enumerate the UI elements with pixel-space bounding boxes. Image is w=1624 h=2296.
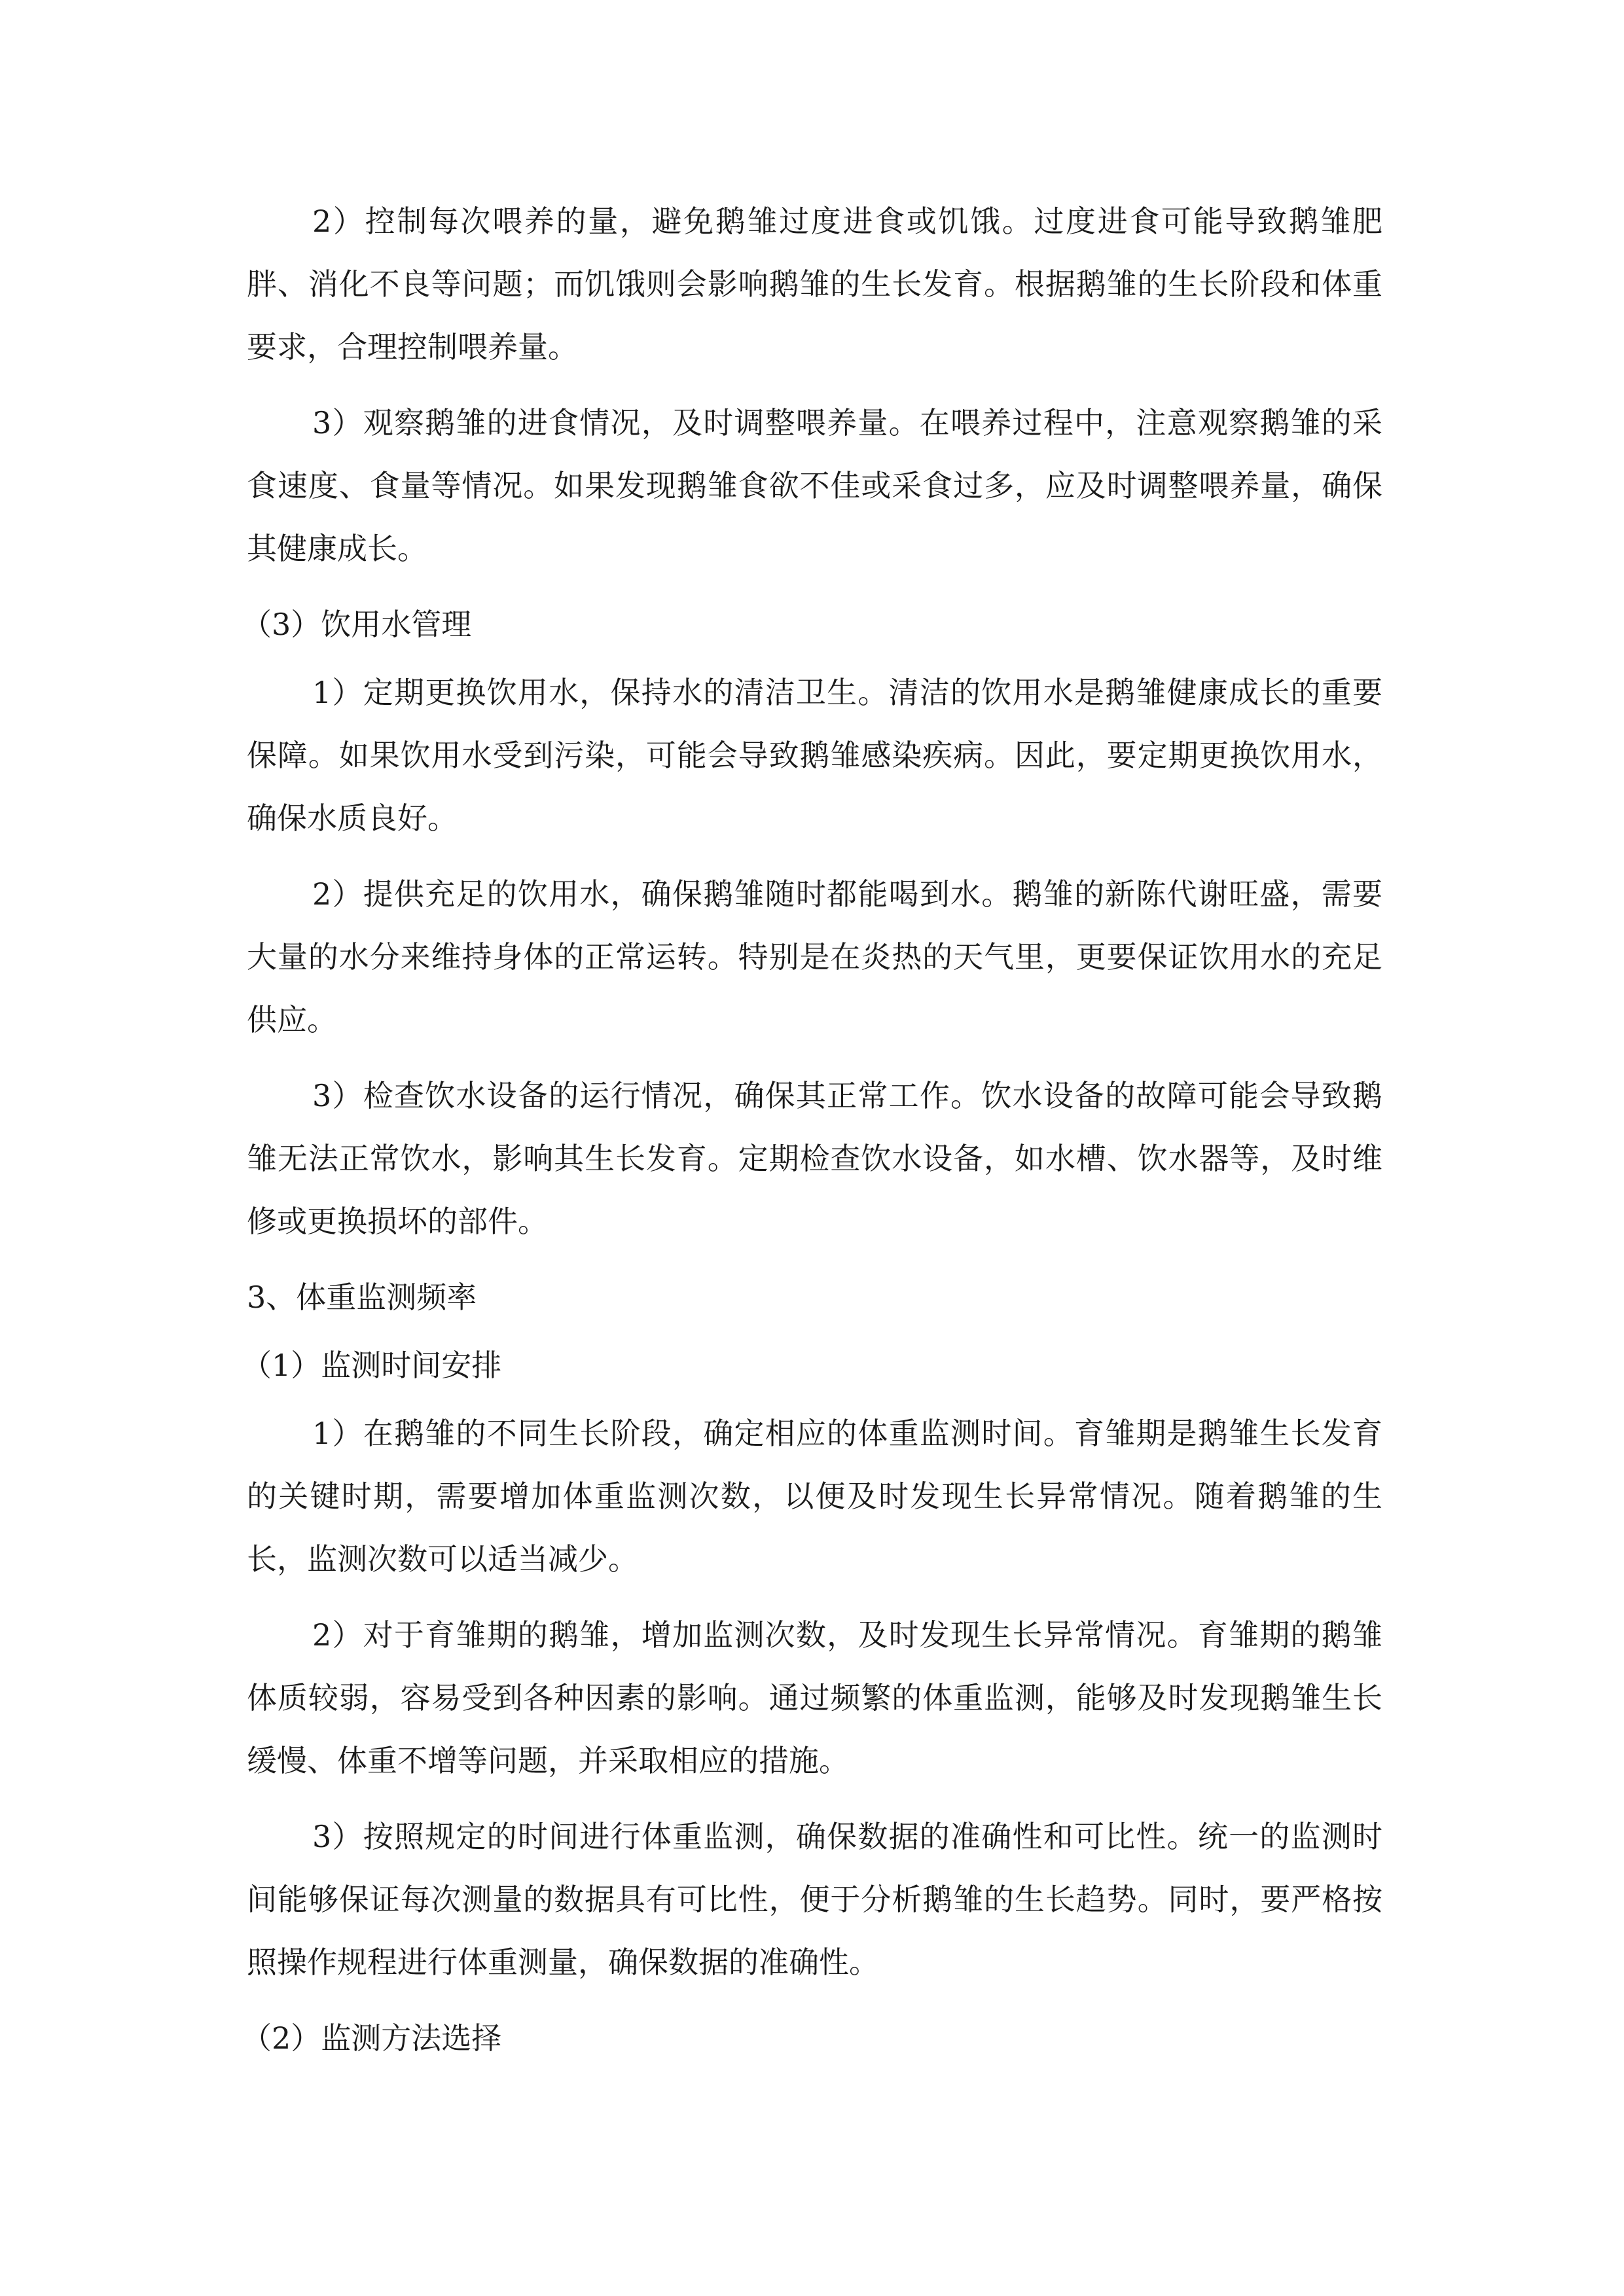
paragraph-growth-stage-monitoring: 1）在鹅雏的不同生长阶段，确定相应的体重监测时间。育雏期是鹅雏生长发育的关键时期，需要增加体重监测次数，以便及时发现生长异常情况。随着鹅雏的生长，监测次数可以适当减少。	[247, 1416, 1382, 1577]
subheading-drinking-water: （3）饮用水管理	[242, 607, 472, 642]
document-body	[242, 190, 1382, 2075]
paragraph-brooding-monitoring: 2）对于育雏期的鹅雏，增加监测次数，及时发现生长异常情况。育雏期的鹅雏体质较弱，容易受到各种因素的影响。通过频繁的体重监测，能够及时发现鹅雏生长缓慢、体重不增等问题，并采取相应的措施。	[247, 1617, 1382, 1778]
paragraph-change-water: 1）定期更换饮用水，保持水的清洁卫生。清洁的饮用水是鹅雏健康成长的重要保障。如果饮用水受到污染，可能会导致鹅雏感染疾病。因此，要定期更换饮用水，确保水质良好。	[247, 675, 1382, 836]
subheading-monitoring-method: （2）监测方法选择	[242, 2020, 502, 2056]
paragraph-check-equipment: 3）检查饮水设备的运行情况，确保其正常工作。饮水设备的故障可能会导致鹅雏无法正常饮水，影响其生长发育。定期检查饮水设备，如水槽、饮水器等，及时维修或更换损坏的部件。	[247, 1078, 1382, 1239]
subheading-monitoring-schedule: （1）监测时间安排	[242, 1348, 502, 1383]
paragraph-sufficient-water: 2）提供充足的饮用水，确保鹅雏随时都能喝到水。鹅雏的新陈代谢旺盛，需要大量的水分来维持身体的正常运转。特别是在炎热的天气里，更要保证饮用水的充足供应。	[247, 876, 1382, 1037]
paragraph-scheduled-monitoring: 3）按照规定的时间进行体重监测，确保数据的准确性和可比性。统一的监测时间能够保证每次测量的数据具有可比性，便于分析鹅雏的生长趋势。同时，要严格按照操作规程进行体重测量，确保数据的准确性。	[247, 1819, 1382, 1980]
section-heading-weight-monitoring: 3、体重监测频率	[247, 1280, 477, 1315]
paragraph-observe-feeding: 3）观察鹅雏的进食情况，及时调整喂养量。在喂养过程中，注意观察鹅雏的采食速度、食量等情况。如果发现鹅雏食欲不佳或采食过多，应及时调整喂养量，确保其健康成长。	[247, 405, 1382, 566]
paragraph-feeding-amount: 2）控制每次喂养的量，避免鹅雏过度进食或饥饿。过度进食可能导致鹅雏肥胖、消化不良等问题；而饥饿则会影响鹅雏的生长发育。根据鹅雏的生长阶段和体重要求，合理控制喂养量。	[247, 204, 1382, 365]
